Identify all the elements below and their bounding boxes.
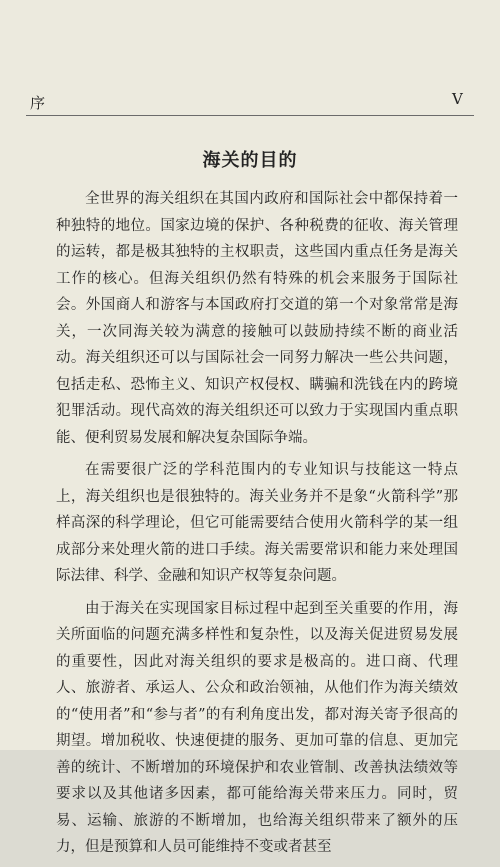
header-rule (26, 115, 474, 116)
running-header-section: 序 (30, 94, 46, 112)
section-title: 海关的目的 (202, 150, 298, 171)
page-number: V (452, 90, 463, 108)
paragraph-2: 在需要很广泛的学科范围内的专业知识与技能这一特点上，海关组织也是很独特的。海关业务并不是象“火箭科学”那样高深的科学理论，但它可能需要结合使用火箭科学的某一组成部分来处理火箭的进口手续。海关需要常识和能力来处理国际法律、科学、金融和知识产权等复杂问题。 (56, 462, 458, 584)
paragraph-3: 由于海关在实现国家目标过程中起到至关重要的作用，海关所面临的问题充满多样性和复杂性，以及海关促进贸易发展的重要性，因此对海关组织的要求是极高的。进口商、代理人、旅游者、承运人、公众和政治领袖，从他们作为海关绩效的“使用者”和“参与者”的有利角度出发，都对海关寄予很高的期望。增加税收、快速便捷的服务、更加可靠的信息、更加完善的统计、不断增加的环境保护和农业管制、改善执法绩效等要求以及其他诸多因素，都可能给海关带来压力。同时，贸易、运输、旅游的不断增加，也给海关组织带来了额外的压力，但是预算和人员可能维持不变或者甚至 (56, 600, 458, 855)
paragraph-1: 全世界的海关组织在其国内政府和国际社会中都保持着一种独特的地位。国家边境的保护、各种税费的征收、海关管理的运转，都是极其独特的主权职责，这些国内重点任务是海关工作的核心。但海关组织仍然有特殊的机会来服务于国际社会。外国商人和游客与本国政府打交道的第一个对象常常是海关，一次同海关较为满意的接触可以鼓励持续不断的商业活动。海关组织还可以与国际社会一同努力解决一些公共问题，包括走私、恐怖主义、知识产权侵权、瞒骗和洗钱在内的跨境犯罪活动。现代高效的海关组织还可以致力于实现国内重点职能、便利贸易发展和解决复杂国际争端。 (56, 191, 458, 446)
body-text (56, 186, 458, 867)
